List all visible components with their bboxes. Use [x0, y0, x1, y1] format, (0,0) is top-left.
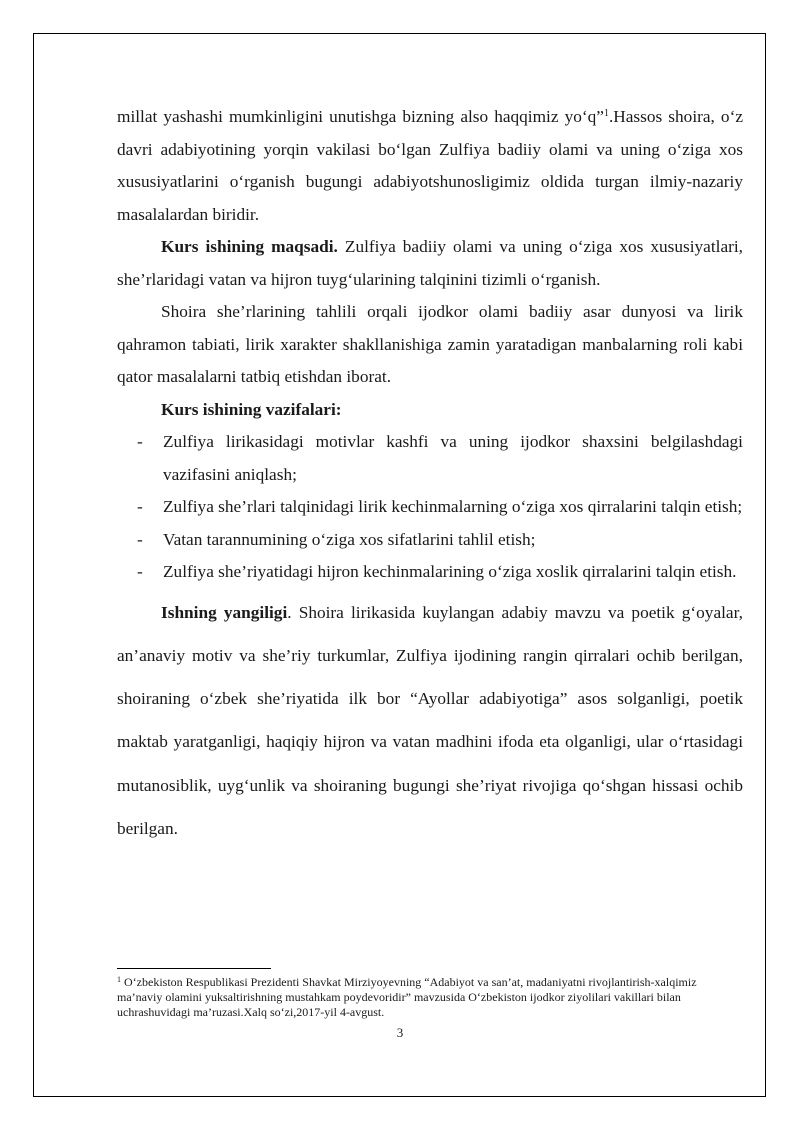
tasks-heading: Kurs ishining vazifalari: [161, 399, 342, 419]
paragraph-intro-text-a: millat yashashi mumkinligini unutishga bizning also haqqimiz yo‘q” [117, 107, 604, 126]
list-item [117, 426, 743, 491]
footnote-marker: 1 [117, 975, 121, 984]
list-item [117, 556, 743, 589]
task-text: Vatan tarannumining o‘ziga xos sifatlarini tahlil etish; [163, 529, 536, 549]
bullet-dash: - [137, 562, 143, 581]
bullet-dash: - [137, 529, 143, 549]
footnote-reference[interactable]: 1 [603, 108, 609, 119]
goal-text: Zulfiya badiiy olami va uning o‘ziga xos xususiyatlari, she’rlaridagi vatan va hijron tuyg‘ularining talqinini tizimli o‘rganish. [117, 237, 743, 289]
paragraph-novelty [117, 591, 743, 851]
list-item [117, 491, 743, 524]
bullet-dash: - [137, 497, 143, 516]
task-text: Zulfiya she’rlari talqinidagi lirik kechinmalarning o‘ziga xos qirralarini talqin etish; [163, 497, 743, 516]
footnote-separator [117, 968, 271, 969]
novelty-heading: Ishning yangiligi [161, 602, 288, 622]
paragraph-method: Shoira she’rlarining tahlili orqali ijodkor olami badiiy asar dunyosi va lirik qahramon tabiati, lirik xarakter shakllanishiga zamin yaratadigan manbalarning roli kabi qator masalalarni tatbiq etishdan iborat. [117, 302, 743, 386]
bullet-dash: - [137, 432, 143, 451]
novelty-text: . Shoira lirikasida kuylangan adabiy mavzu va poetik g‘oyalar, an’anaviy motiv va she’riy turkumlar, Zulfiya ijodining rangin qirralari ochib berilgan, shoiraning o‘zbek she’riyatida ilk bor “Ayollar adabiyotiga” asos solganligi, poetik maktab yaratganligi, haqiqiy hijron va vatan madhini ifoda eta olganligi, ular o‘rtasidagi mutanosiblik, uyg‘unlik va shoiraning bugungi she’riyat rivojiga qo‘shgan hissasi ochib berilgan. [117, 602, 743, 838]
goal-heading: Kurs ishining maqsadi. [161, 237, 338, 256]
footnote [117, 975, 743, 1020]
list-item [117, 524, 743, 557]
task-text: Zulfiya lirikasidagi motivlar kashfi va uning ijodkor shaxsini belgilashdagi vazifasini aniqlash; [163, 432, 743, 484]
task-text: Zulfiya she’riyatidagi hijron kechinmalarining o‘ziga xoslik qirralarini talqin etish. [163, 562, 737, 581]
paragraph-goal [117, 231, 743, 296]
paragraph-intro-text-b: .Hassos shoira, o‘z davri adabiyotining yorqin vakilasi bo‘lgan Zulfiya badiiy olami va uning o‘ziga xos xususiyatlarini o‘rganish bugungi adabiyotshunosligimiz oldida turgan ilmiy-nazariy masalalardan biridir. [117, 107, 743, 224]
footnote-text: O‘zbekiston Respublikasi Prezidenti Shavkat Mirziyoyevning “Adabiyot va san’at, madaniyatni rivojlantirish-xalqimiz ma’naviy olamini yuksaltirishning mustahkam poydevoridir” mavzusida O‘zbekiston ijodkor ziyolilari vakillari bilan uchrashuvidagi ma’ruzasi.Xalq so‘zi,2017-yil 4-avgust. [117, 975, 697, 1019]
page-body [117, 101, 743, 850]
tasks-list [117, 426, 743, 589]
paragraph-intro [117, 101, 743, 231]
page-number: 3 [396, 1025, 404, 1040]
